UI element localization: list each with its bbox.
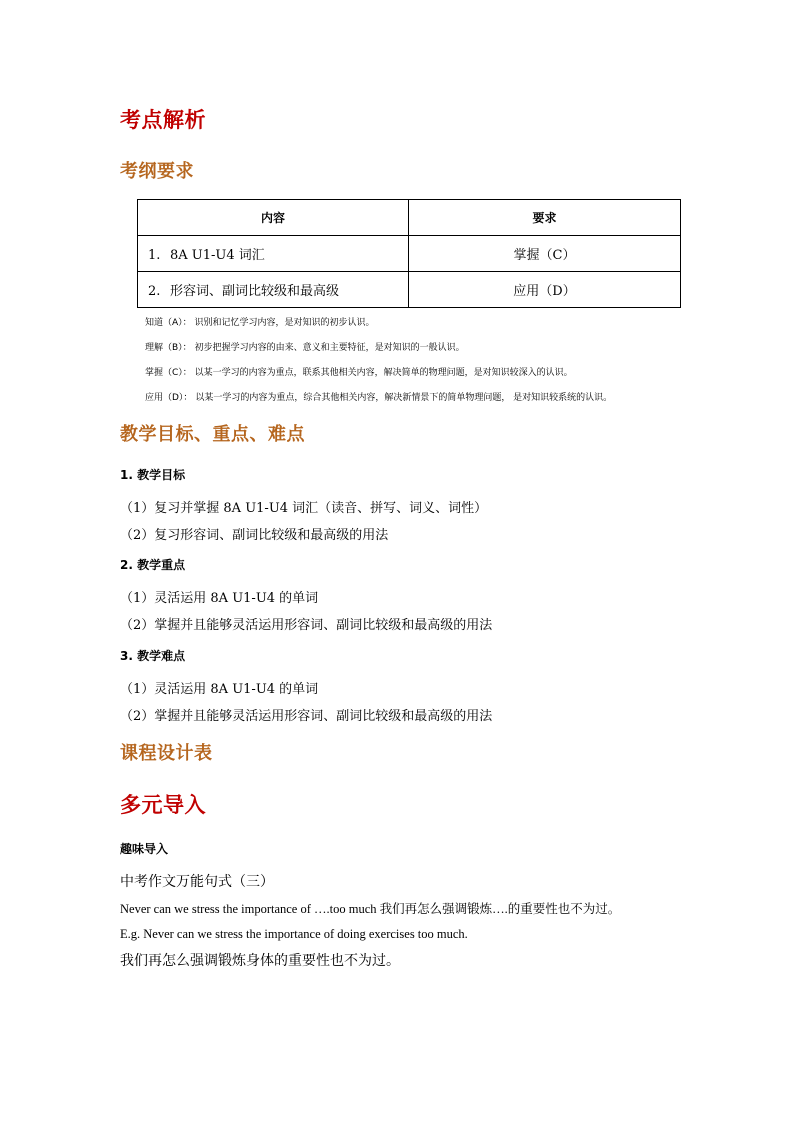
section-item: （2）掌握并且能够灵活运用形容词、副词比较级和最高级的用法	[120, 709, 493, 724]
heading-duoyuan: 多元导入	[120, 793, 206, 817]
section-title: 1. 教学目标	[120, 468, 186, 482]
requirements-table	[137, 199, 681, 308]
note-line	[145, 365, 573, 378]
table-cell-requirement: 应用（D）	[409, 272, 681, 308]
table-header-row	[138, 200, 681, 236]
table-cell-content	[138, 236, 409, 272]
row-content: 8A U1-U4 词汇	[170, 248, 265, 263]
section-item: （1）灵活运用 8A U1-U4 的单词	[120, 591, 319, 606]
note-line	[145, 340, 465, 353]
intro-subtitle: 趣味导入	[120, 842, 169, 856]
section-item: （2）掌握并且能够灵活运用形容词、副词比较级和最高级的用法	[120, 618, 493, 633]
table-header-content: 内容	[138, 200, 409, 236]
intro-example: E.g. Never can we stress the importance of doing exercises too much.	[120, 927, 468, 941]
note-label: 理解（B）：	[145, 343, 192, 353]
note-label: 知道（A）：	[145, 318, 192, 328]
table-header-requirement: 要求	[409, 200, 681, 236]
note-text: 以某一学习的内容为重点，联系其他相关内容，解决简单的物理问题，是对知识较深入的认识。	[194, 368, 573, 378]
note-text: 识别和记忆学习内容，是对知识的初步认识。	[194, 318, 375, 328]
note-text: 初步把握学习内容的由来、意义和主要特征，是对知识的一般认识。	[194, 343, 465, 353]
note-line	[145, 315, 375, 328]
section-item: （1）灵活运用 8A U1-U4 的单词	[120, 682, 319, 697]
heading-kaodian: 考点解析	[120, 108, 206, 132]
table-row	[138, 272, 681, 308]
heading-kaogang: 考纲要求	[120, 161, 194, 182]
heading-kecheng: 课程设计表	[120, 743, 213, 764]
note-label: 应用（D）：	[145, 393, 193, 403]
row-content: 形容词、副词比较级和最高级	[170, 284, 340, 299]
note-line	[145, 390, 612, 403]
table-row	[138, 236, 681, 272]
section-title: 3. 教学难点	[120, 649, 186, 663]
note-label: 掌握（C）：	[145, 368, 192, 378]
heading-mubiao: 教学目标、重点、难点	[120, 424, 305, 445]
section-title: 2. 教学重点	[120, 558, 186, 572]
section-item: （2）复习形容词、副词比较级和最高级的用法	[120, 528, 389, 543]
table-cell-requirement: 掌握（C）	[409, 236, 681, 272]
intro-title: 中考作文万能句式（三）	[120, 874, 274, 890]
table-cell-content	[138, 272, 409, 308]
row-number: 2.	[148, 284, 161, 299]
note-text: 以某一学习的内容为重点，综合其他相关内容，解决新情景下的简单物理问题， 是对知识较系统的认识。	[195, 393, 613, 403]
intro-translation: 我们再怎么强调锻炼身体的重要性也不为过。	[120, 953, 400, 969]
intro-line: Never can we stress the importance of ….too much 我们再怎么强调锻炼….的重要性也不为过。	[120, 902, 621, 916]
row-number: 1.	[148, 248, 161, 263]
section-item: （1）复习并掌握 8A U1-U4 词汇（读音、拼写、词义、词性）	[120, 501, 488, 516]
